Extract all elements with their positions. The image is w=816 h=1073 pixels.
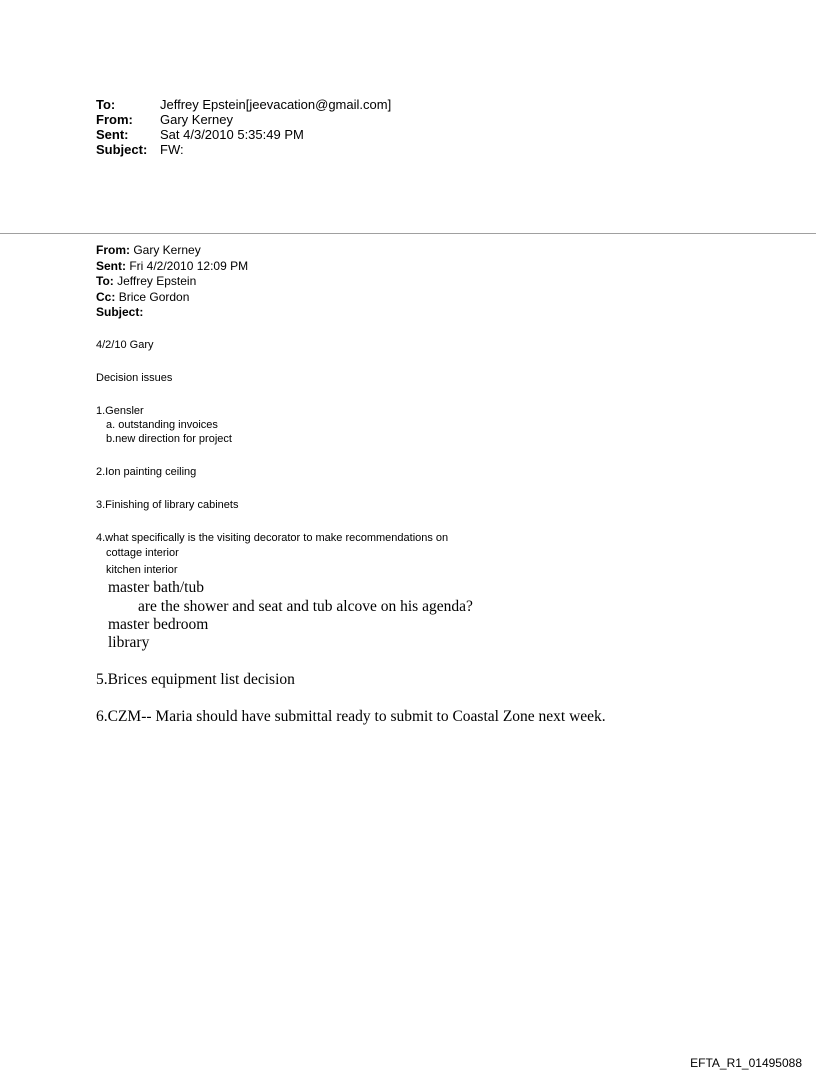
header-from-label: From:	[96, 112, 133, 127]
header-sent-value: Sat 4/3/2010 5:35:49 PM	[160, 127, 304, 142]
item-4: 4.what specifically is the visiting decorator to make recommendations on	[96, 532, 449, 544]
item-4c-detail: are the shower and seat and tub alcove on his agenda?	[138, 598, 473, 615]
forwarded-from-value: Gary Kerney	[133, 243, 201, 257]
forwarded-from-label: From:	[96, 243, 130, 257]
forwarded-header	[96, 243, 248, 321]
header-sent-row	[96, 127, 391, 142]
body-decision-heading: Decision issues	[96, 372, 173, 384]
document-id: EFTA_R1_01495088	[690, 1056, 802, 1070]
forwarded-to-label: To:	[96, 274, 114, 288]
item-4e: library	[108, 634, 150, 651]
forwarded-sent-row	[96, 259, 248, 275]
header-to-value: Jeffrey Epstein[jeevacation@gmail.com]	[160, 97, 392, 112]
email-header	[96, 97, 391, 157]
header-subject-label: Subject:	[96, 142, 148, 157]
forwarded-cc-value: Brice Gordon	[118, 289, 190, 304]
item-2: 2.Ion painting ceiling	[96, 466, 197, 478]
header-from-row	[96, 112, 391, 127]
item-4a: cottage interior	[106, 547, 179, 559]
item-1a: a. outstanding invoices	[106, 419, 218, 431]
item-4d: master bedroom	[108, 616, 209, 633]
body-date-line: 4/2/10 Gary	[96, 339, 154, 351]
item-3: 3.Finishing of library cabinets	[96, 499, 239, 511]
header-to-label: To:	[96, 97, 116, 112]
forwarded-to-value: Jeffrey Epstein	[117, 274, 197, 288]
separator-line	[0, 233, 816, 234]
item-6: 6.CZM-- Maria should have submittal ready to submit to Coastal Zone next week.	[96, 708, 606, 725]
forwarded-subject-row	[96, 305, 248, 321]
item-5: 5.Brices equipment list decision	[96, 671, 295, 688]
header-to-row	[96, 97, 391, 112]
forwarded-sent-value: Fri 4/2/2010 12:09 PM	[129, 258, 249, 273]
header-subject-row	[96, 142, 391, 157]
forwarded-subject-label: Subject:	[96, 305, 144, 319]
forwarded-cc-label: Cc:	[96, 289, 116, 304]
forwarded-sent-label: Sent:	[96, 258, 126, 273]
forwarded-from-row	[96, 243, 248, 259]
header-from-value: Gary Kerney	[160, 112, 233, 127]
item-1b: b.new direction for project	[106, 433, 232, 445]
forwarded-to-row	[96, 274, 248, 290]
item-1: 1.Gensler	[96, 405, 144, 417]
header-sent-label: Sent:	[96, 127, 129, 142]
header-subject-value: FW:	[160, 142, 184, 157]
forwarded-cc-row	[96, 290, 248, 306]
item-4c: master bath/tub	[108, 579, 204, 596]
item-4b: kitchen interior	[106, 564, 178, 576]
